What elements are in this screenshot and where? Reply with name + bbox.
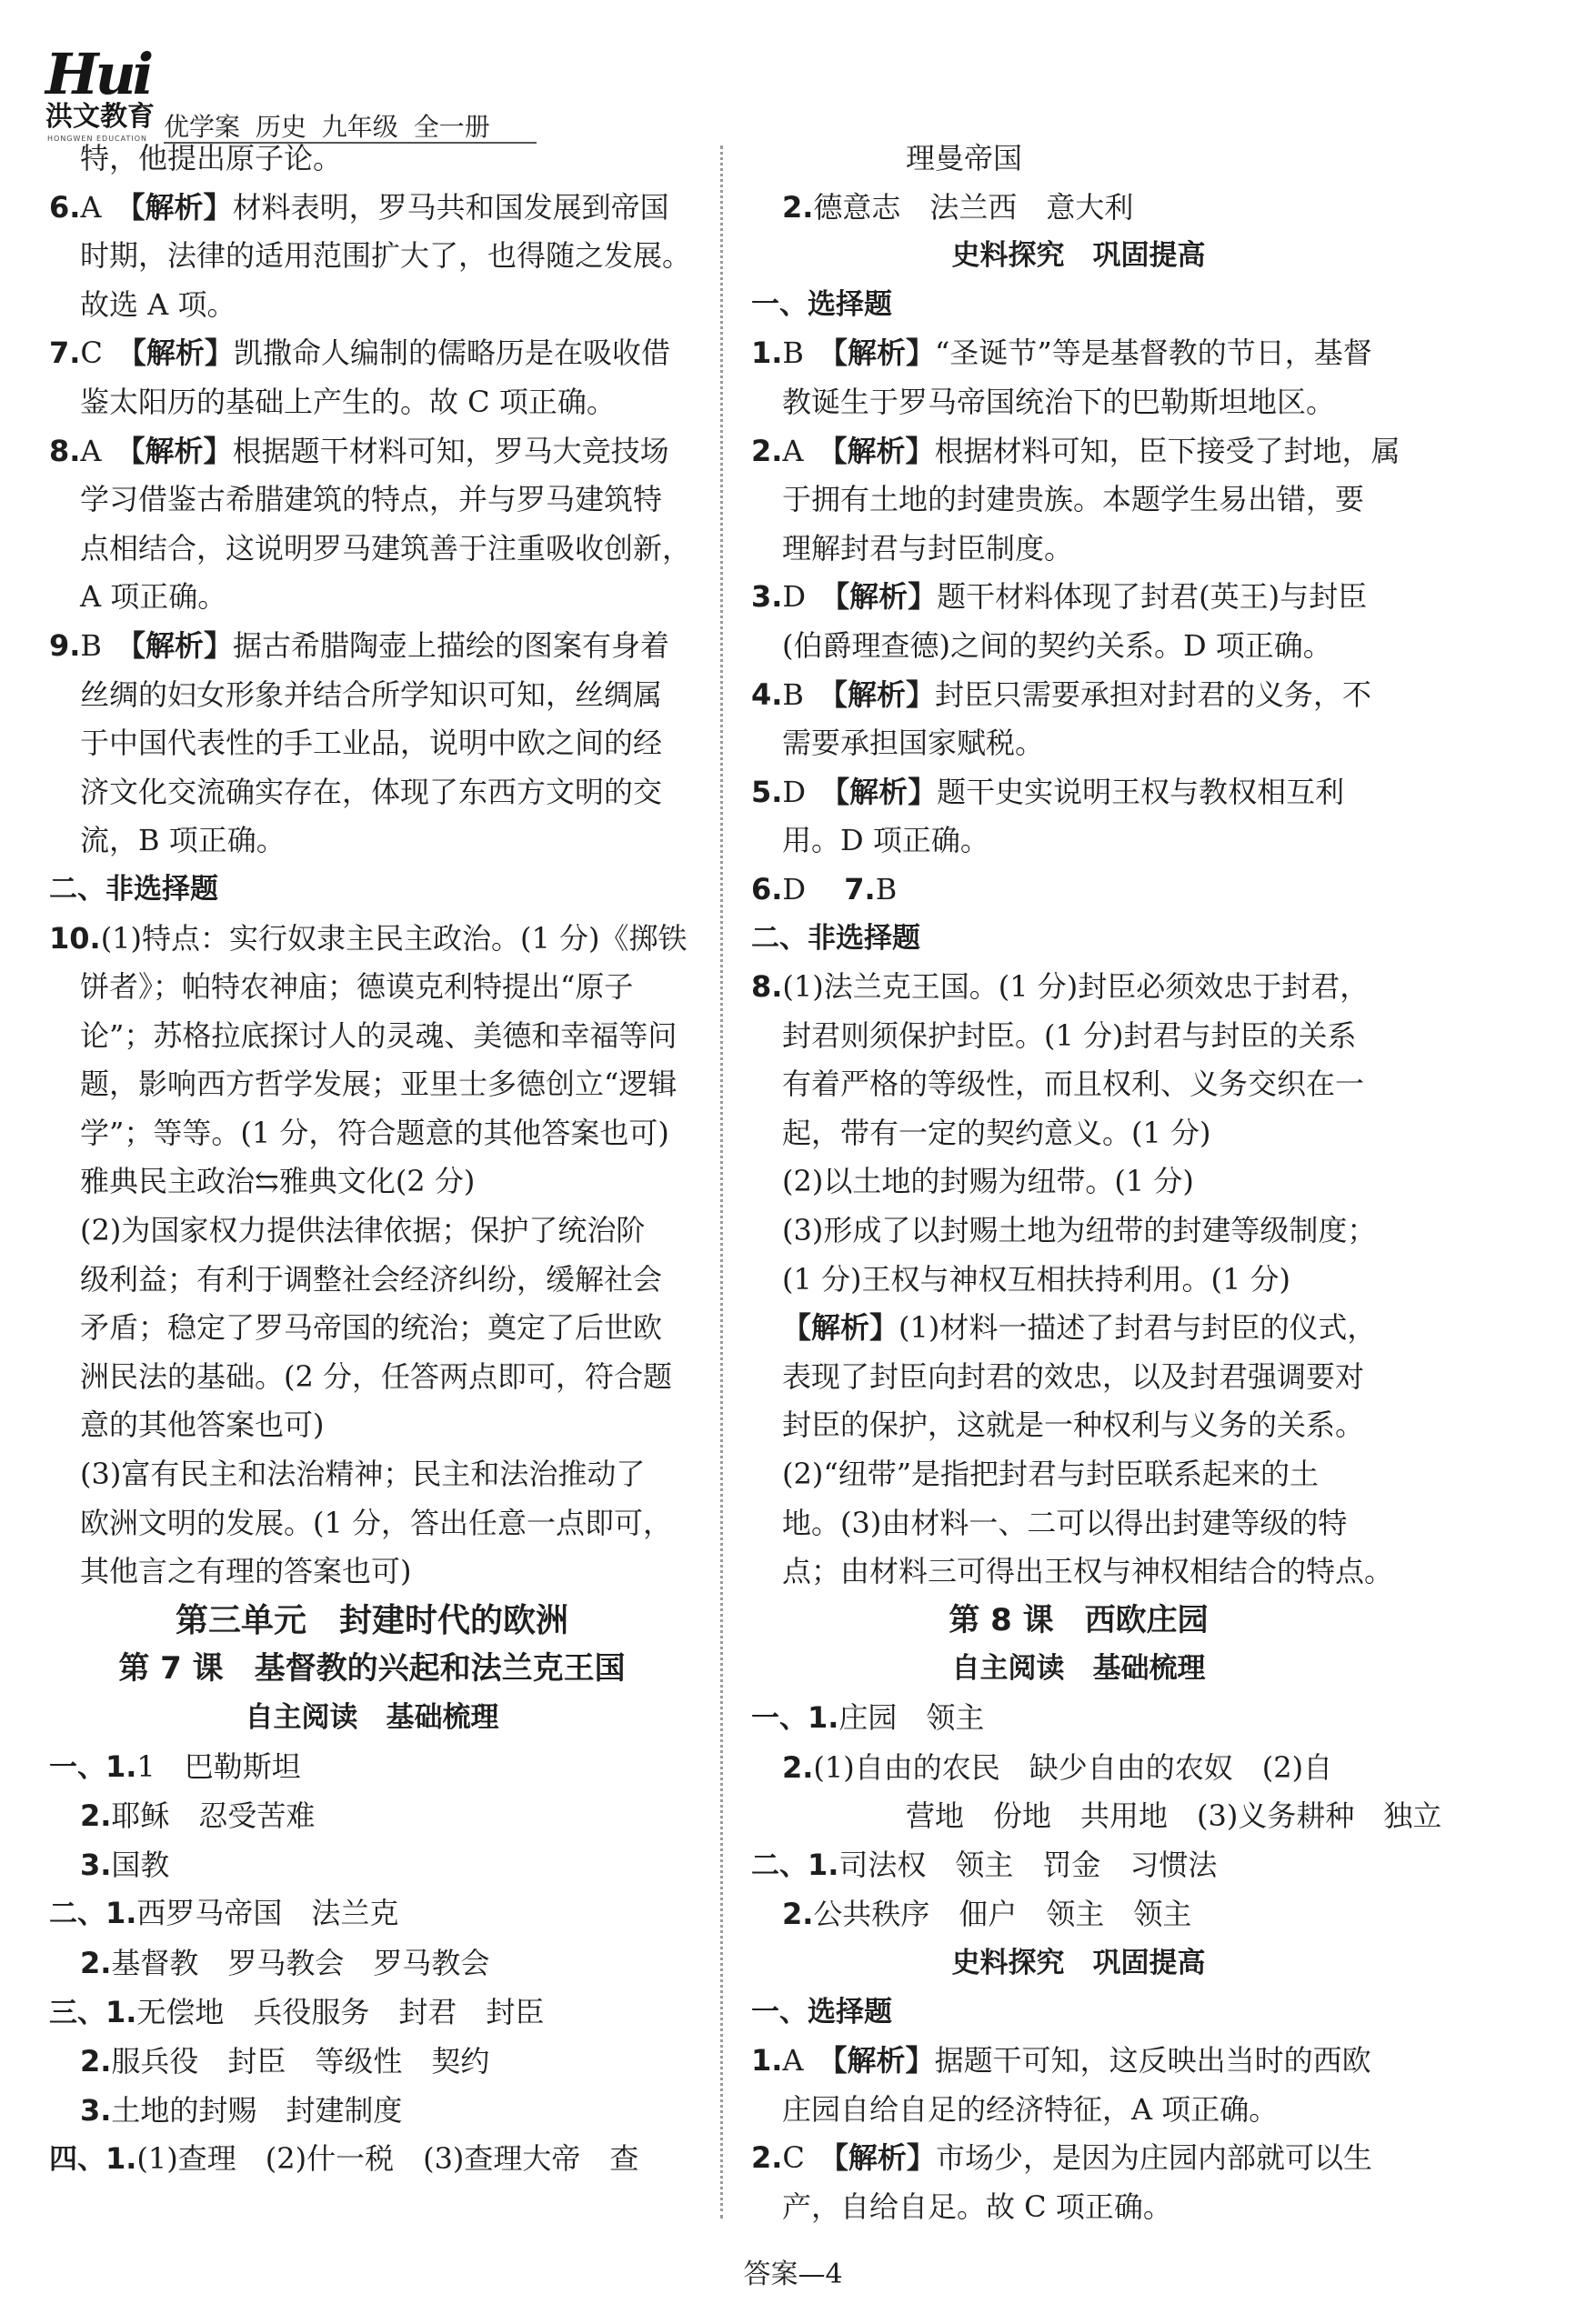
answer-text: 根据题干材料可知，罗马大竞技场 xyxy=(232,433,669,468)
answer-line xyxy=(751,1548,1406,1597)
analysis-tag: 【解析】 xyxy=(835,579,938,615)
answer-option: A xyxy=(782,2043,833,2079)
answer-item xyxy=(49,2135,695,2185)
answer-text: 市场少，是因为庄园内部就可以生 xyxy=(935,2140,1372,2176)
analysis-tag: 【解析】 xyxy=(130,627,233,663)
section-prefix: 一、 xyxy=(751,1702,808,1735)
answer-line xyxy=(49,476,695,525)
answer-text: 时期，法律的适用范围扩大了，也得随之发展。 xyxy=(80,238,692,274)
answer-text: 饼者》；帕特农神庙；德谟克利特提出“原子 xyxy=(80,969,634,1005)
answer-text: 论”；苏格拉底探讨人的灵魂、美德和幸福等问 xyxy=(80,1017,678,1053)
answer-text: 特，他提出原子论。 xyxy=(80,141,343,175)
answer-line xyxy=(49,1401,695,1450)
section-prefix: 一、 xyxy=(49,1750,105,1784)
answer-item xyxy=(751,768,1406,817)
question-number: 1. xyxy=(105,2141,137,2177)
answer-text: 庄园 领主 xyxy=(838,1700,985,1735)
answer-line xyxy=(49,963,695,1012)
left-column xyxy=(49,135,695,2185)
answer-item xyxy=(49,1988,695,2039)
answer-item xyxy=(49,915,695,964)
answer-item xyxy=(751,866,1406,915)
answer-line xyxy=(751,1450,1406,1499)
answer-line xyxy=(49,719,695,768)
answer-item xyxy=(49,329,695,378)
answer-text: 德意志 法兰西 意大利 xyxy=(813,189,1134,225)
answer-text: 凯撒命人编制的儒略历是在吸收借 xyxy=(233,336,670,371)
answer-text: 司法权 领主 罚金 习惯法 xyxy=(838,1847,1218,1882)
answer-text: 矛盾；稳定了罗马帝国的统治；奠定了后世欧 xyxy=(80,1310,663,1346)
answer-text: 故选 A 项。 xyxy=(80,286,236,322)
column-divider xyxy=(720,145,723,2219)
section-subheading: 自主阅读 基础梳理 xyxy=(245,1701,499,1734)
answer-text: 理解封君与封臣制度。 xyxy=(782,530,1074,566)
answer-line xyxy=(751,1792,1442,1841)
answer-line xyxy=(751,2086,1406,2135)
answer-text: (2)为国家权力提供法律依据；保护了统治阶 xyxy=(80,1213,646,1248)
answer-item xyxy=(49,622,695,671)
answer-item xyxy=(49,427,695,476)
answer-text: 教诞生于罗马帝国统治下的巴勒斯坦地区。 xyxy=(782,384,1336,419)
answer-text: 其他言之有理的答案也可) xyxy=(80,1554,412,1589)
answer-text: 封君则须保护封臣。(1 分)封君与封臣的关系 xyxy=(782,1017,1357,1053)
question-number: 3. xyxy=(751,579,783,615)
brand-name: 洪文教育 xyxy=(45,101,155,133)
right-column xyxy=(751,135,1442,2232)
answer-line xyxy=(751,1207,1406,1256)
answer-option: B xyxy=(875,871,898,907)
question-number: 5. xyxy=(751,774,783,809)
answer-text: 产，自给自足。故 C 项正确。 xyxy=(782,2189,1172,2224)
analysis-tag: 【解析】 xyxy=(832,676,935,712)
answer-item xyxy=(751,2134,1406,2183)
answer-text: 据古希腊陶壶上描绘的图案有身着 xyxy=(232,627,669,663)
book-title: 优学案 历史 九年级 全一册 xyxy=(164,112,490,142)
answer-text: 级利益；有利于调整社会经济纠纷，缓解社会 xyxy=(80,1261,663,1297)
answer-text: 有着严格的等级性，而且权利、义务交织在一 xyxy=(782,1067,1365,1102)
answer-option: A xyxy=(80,433,131,468)
question-number: 4. xyxy=(751,676,783,712)
section-prefix: 二、 xyxy=(49,1898,105,1931)
answer-item xyxy=(751,671,1406,720)
spacer xyxy=(835,872,844,907)
answer-line xyxy=(751,1304,1406,1353)
answer-line xyxy=(751,2183,1406,2232)
answer-text: (1)查理 (2)什一税 (3)查理大帝 查 xyxy=(136,2141,639,2177)
answer-text: 于拥有土地的封建贵族。本题学生易出错，要 xyxy=(782,482,1365,517)
answer-item xyxy=(49,1841,695,1890)
question-number: 2. xyxy=(782,1897,814,1932)
answer-line xyxy=(751,622,1406,671)
question-number: 1. xyxy=(751,336,783,371)
answer-item xyxy=(751,2037,1406,2086)
answer-option: A xyxy=(80,189,131,225)
unit-heading: 第三单元 封建时代的欧洲 xyxy=(175,1601,568,1639)
answer-option: C xyxy=(80,336,132,371)
answer-text: 表现了封臣向封君的效忠，以及封君强调要对 xyxy=(782,1358,1365,1394)
question-number: 2. xyxy=(751,2140,783,2176)
answer-line xyxy=(49,768,695,817)
analysis-tag: 【解析】 xyxy=(130,189,233,225)
question-number: 1. xyxy=(105,1994,137,2029)
answer-line xyxy=(751,1157,1406,1207)
question-number: 1. xyxy=(808,1847,839,1882)
answer-text: 据题干可知，这反映出当时的西欧 xyxy=(934,2043,1371,2079)
answer-line xyxy=(751,1256,1406,1305)
answer-option: B xyxy=(782,676,833,712)
question-number: 8. xyxy=(751,969,783,1005)
analysis-tag: 【解析】 xyxy=(832,336,935,371)
answer-text: 点；由材料三可得出王权与神权相结合的特点。 xyxy=(782,1554,1394,1589)
question-number: 7. xyxy=(844,871,876,907)
question-number: 1. xyxy=(808,1700,839,1735)
page-number: 答案—4 xyxy=(743,2259,843,2290)
answer-text: 1 巴勒斯坦 xyxy=(136,1748,301,1784)
question-number: 2. xyxy=(782,1749,814,1785)
answer-option: B xyxy=(80,627,131,663)
question-number: 10. xyxy=(49,920,101,956)
section-subheading: 史料探究 巩固提高 xyxy=(951,1946,1206,1979)
answer-line xyxy=(49,816,695,866)
answer-text: 题，影响西方哲学发展；亚里士多德创立“逻辑 xyxy=(80,1067,678,1102)
answer-text: 封臣的保护，这就是一种权利与义务的关系。 xyxy=(782,1407,1365,1443)
answer-line xyxy=(49,671,695,720)
answer-text: (1)法兰克王国。(1 分)封臣必须效忠于封君， xyxy=(782,969,1370,1005)
answer-text: 学”；等等。(1 分，符合题意的其他答案也可) xyxy=(80,1115,669,1150)
answer-line xyxy=(49,1499,695,1548)
answer-text: 题干材料体现了封君(英王)与封臣 xyxy=(937,579,1368,615)
answer-line xyxy=(751,1012,1406,1061)
question-number: 2. xyxy=(751,433,783,468)
analysis-tag: 【解析】 xyxy=(832,2043,935,2079)
answer-text: 基督教 罗马教会 罗马教会 xyxy=(111,1945,490,1980)
answer-text: 流，B 项正确。 xyxy=(80,823,286,858)
answer-text: 点相结合，这说明罗马建筑善于注重吸收创新， xyxy=(80,530,692,566)
section-subheading: 自主阅读 基础梳理 xyxy=(951,1652,1206,1686)
question-number: 7. xyxy=(49,336,81,371)
question-number: 2. xyxy=(80,1798,112,1834)
question-number: 1. xyxy=(105,1748,137,1784)
answer-text: (3)形成了以封赐土地为纽带的封建等级制度； xyxy=(782,1213,1377,1248)
answer-text: 封臣只需要承担对封君的义务，不 xyxy=(934,676,1371,712)
answer-text: 用。D 项正确。 xyxy=(782,823,989,858)
answer-text: 地。(3)由材料一、二可以得出封建等级的特 xyxy=(782,1505,1348,1540)
answer-item xyxy=(49,2087,695,2136)
page-header xyxy=(45,41,682,143)
answer-text: 雅典民主政治⇆雅典文化(2 分) xyxy=(80,1164,476,1199)
answer-line xyxy=(751,1401,1406,1450)
question-number: 9. xyxy=(49,627,81,663)
answer-item xyxy=(751,427,1406,476)
answer-line xyxy=(49,232,695,281)
answer-line xyxy=(751,1353,1406,1402)
answer-line xyxy=(49,378,695,427)
answer-line xyxy=(751,1499,1406,1548)
answer-text: 庄园自给自足的经济特征，A 项正确。 xyxy=(782,2091,1279,2127)
answer-item xyxy=(49,1792,695,1841)
answer-item xyxy=(751,184,1406,233)
answer-line xyxy=(751,525,1406,574)
brand-name-en: HONGWEN EDUCATION xyxy=(47,135,148,143)
analysis-tag: 【解析】 xyxy=(131,336,234,371)
answer-line xyxy=(751,476,1406,525)
answer-option: D xyxy=(782,871,836,907)
answer-line xyxy=(49,1060,695,1109)
answer-item xyxy=(751,963,1406,1012)
answer-text: 学习借鉴古希腊建筑的特点，并与罗马建筑特 xyxy=(80,482,663,517)
question-number: 6. xyxy=(751,871,783,907)
lesson-heading: 第 7 课 基督教的兴起和法兰克王国 xyxy=(118,1650,626,1688)
question-number: 3. xyxy=(80,2092,112,2128)
lesson-heading: 第 8 课 西欧庄园 xyxy=(949,1601,1209,1638)
analysis-tag: 【解析】 xyxy=(782,1310,899,1346)
answer-text: 服兵役 封臣 等级性 契约 xyxy=(111,2044,490,2079)
question-number: 1. xyxy=(105,1896,137,1931)
answer-line xyxy=(751,1109,1406,1158)
answer-text: (1)特点：实行奴隶主民主政治。(1 分)《掷铁 xyxy=(100,920,688,956)
answer-item xyxy=(751,1890,1406,1939)
answer-text: 需要承担国家赋税。 xyxy=(782,726,1045,761)
answer-option: A xyxy=(782,433,833,468)
publisher-logo: Hui xyxy=(45,41,151,107)
question-number: 1. xyxy=(751,2043,783,2079)
answer-text: 欧洲文明的发展。(1 分，答出任意一点即可， xyxy=(80,1505,673,1540)
answer-text: 无偿地 兵役服务 封君 封臣 xyxy=(136,1994,545,2029)
answer-line xyxy=(49,1450,695,1499)
answer-item xyxy=(751,1841,1406,1891)
section-prefix: 三、 xyxy=(49,1996,105,2029)
answer-text: 济文化交流确实存在，体现了东西方文明的交 xyxy=(80,774,663,809)
answer-line xyxy=(751,378,1406,427)
answer-text: 西罗马帝国 法兰克 xyxy=(136,1896,399,1931)
answer-text: “圣诞节”等是基督教的节日，基督 xyxy=(934,336,1372,371)
answer-text: 题干史实说明王权与教权相互利 xyxy=(937,774,1345,809)
question-number: 2. xyxy=(80,2044,112,2079)
section-prefix: 二、 xyxy=(751,1848,808,1882)
answer-item xyxy=(751,573,1406,622)
answer-text: (1 分)王权与神权互相扶持利用。(1 分) xyxy=(782,1261,1291,1297)
answer-line xyxy=(49,1207,695,1256)
question-number: 6. xyxy=(49,189,81,225)
answer-line xyxy=(49,135,695,184)
answer-line xyxy=(49,525,695,574)
answer-item xyxy=(49,1889,695,1939)
question-type-heading: 二、非选择题 xyxy=(751,921,920,955)
answer-text: 公共秩序 佃户 领主 领主 xyxy=(813,1897,1192,1932)
answer-text: A 项正确。 xyxy=(80,579,227,615)
answer-line xyxy=(49,1109,695,1158)
answer-item xyxy=(49,2038,695,2087)
answer-text: (伯爵理查德)之间的契约关系。D 项正确。 xyxy=(782,627,1332,663)
answer-text: 意的其他答案也可) xyxy=(80,1407,325,1443)
answer-text: 于中国代表性的手工业品，说明中欧之间的经 xyxy=(80,726,663,761)
answer-line xyxy=(49,1353,695,1402)
answer-text: 材料表明，罗马共和国发展到帝国 xyxy=(232,189,669,225)
answer-line xyxy=(49,1304,695,1353)
question-number: 3. xyxy=(80,1847,112,1882)
answer-text: 理曼帝国 xyxy=(906,141,1023,175)
answer-item xyxy=(49,1939,695,1988)
answer-line xyxy=(49,281,695,330)
answer-text: 起，带有一定的契约意义。(1 分) xyxy=(782,1115,1211,1150)
answer-option: D xyxy=(782,579,836,615)
answer-line xyxy=(751,816,1406,866)
question-type-heading: 一、选择题 xyxy=(751,287,892,321)
answer-text: (2)“纽带”是指把封君与封臣联系起来的土 xyxy=(782,1457,1320,1492)
answer-line xyxy=(49,573,695,622)
answer-text: (1)自由的农民 缺少自由的农奴 (2)自 xyxy=(813,1749,1333,1785)
question-number: 2. xyxy=(80,1945,112,1980)
answer-line xyxy=(49,1548,695,1597)
answer-item xyxy=(751,1694,1406,1744)
answer-text: 鉴太阳历的基础上产生的。故 C 项正确。 xyxy=(80,384,616,419)
answer-text: (1)材料一描述了封君与封臣的仪式， xyxy=(898,1310,1377,1346)
answer-text: 营地 份地 共用地 (3)义务耕种 独立 xyxy=(906,1798,1442,1834)
analysis-tag: 【解析】 xyxy=(833,2140,936,2176)
answer-text: 根据材料可知，臣下接受了封地，属 xyxy=(934,433,1400,468)
answer-item xyxy=(49,1743,695,1793)
answer-line xyxy=(751,135,1406,184)
question-number: 8. xyxy=(49,433,81,468)
section-subheading: 史料探究 巩固提高 xyxy=(951,239,1206,273)
answer-text: 土地的封赐 封建制度 xyxy=(111,2092,403,2128)
answer-option: C xyxy=(782,2140,834,2176)
question-number: 2. xyxy=(782,189,814,225)
answer-text: 洲民法的基础。(2 分，任答两点即可，符合题 xyxy=(80,1358,673,1394)
answer-text: 耶稣 忍受苦难 xyxy=(111,1798,316,1834)
answer-option: D xyxy=(782,774,836,809)
answer-line xyxy=(751,1060,1406,1109)
question-type-heading: 二、非选择题 xyxy=(49,872,218,906)
answer-text: (3)富有民主和法治精神；民主和法治推动了 xyxy=(80,1457,646,1492)
analysis-tag: 【解析】 xyxy=(835,774,938,809)
analysis-tag: 【解析】 xyxy=(832,433,935,468)
answer-text: (2)以土地的封赐为纽带。(1 分) xyxy=(782,1164,1194,1199)
answer-item xyxy=(751,329,1406,378)
answer-line xyxy=(49,1256,695,1305)
answer-text: 国教 xyxy=(111,1847,170,1882)
question-type-heading: 一、选择题 xyxy=(751,1995,892,2028)
analysis-tag: 【解析】 xyxy=(130,433,233,468)
answer-line xyxy=(751,719,1406,768)
section-prefix: 四、 xyxy=(49,2143,105,2177)
answer-item xyxy=(751,1744,1406,1793)
answer-line xyxy=(49,1012,695,1061)
answer-line xyxy=(49,1157,695,1207)
answer-option: B xyxy=(782,336,833,371)
answer-text: 丝绸的妇女形象并结合所学知识可知，丝绸属 xyxy=(80,676,663,712)
answer-item xyxy=(49,184,695,233)
